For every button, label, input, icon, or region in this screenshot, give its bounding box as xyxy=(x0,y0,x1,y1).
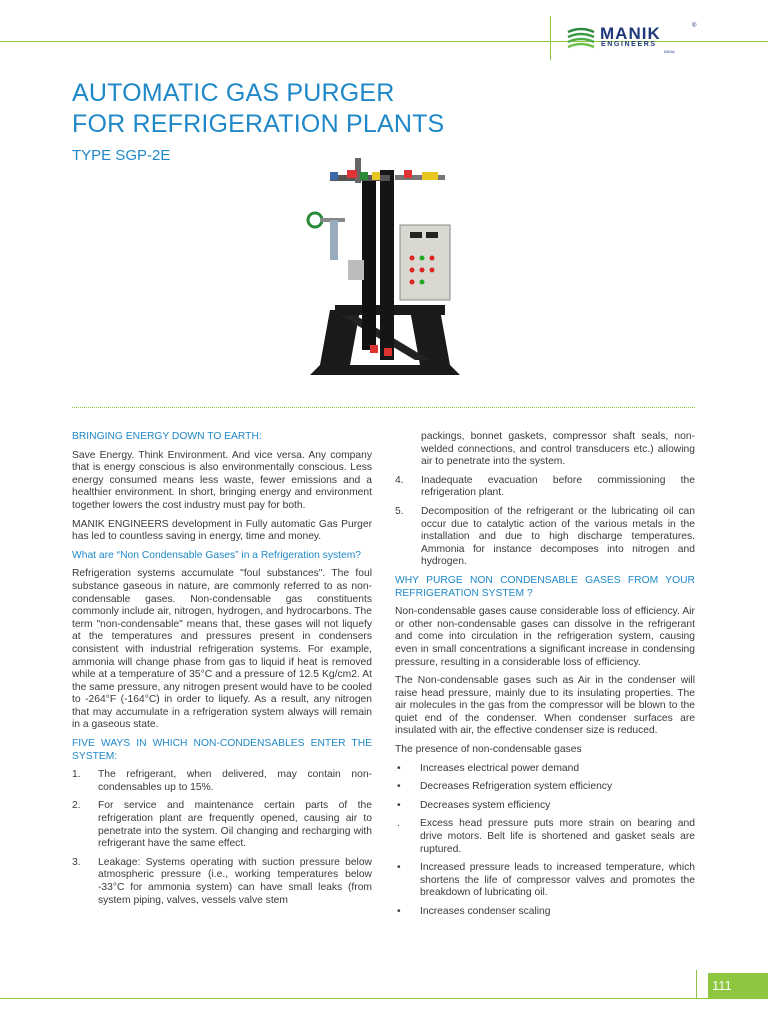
bullet-icon: • xyxy=(397,799,401,811)
bullet-item xyxy=(395,781,695,794)
section-divider xyxy=(72,407,695,408)
list-text: Leakage: Systems operating with suction pressure below atmospheric pressure (i.e., working temperatures below -33°C for ammonia system) can have small leaks (from system piping, valves, vessels valve stem xyxy=(98,856,372,906)
bullet-text: Excess head pressure puts more strain on bearing and drive motors. Belt life is shortened and gasket seals are ruptured. xyxy=(420,818,695,855)
company-name: MANIK ENGINEERS xyxy=(72,518,169,530)
header-divider xyxy=(550,16,551,60)
footer-divider xyxy=(696,970,697,998)
title-line-1: AUTOMATIC GAS PURGER xyxy=(72,79,395,107)
page-title xyxy=(72,78,444,140)
list-text: The refrigerant, when delivered, may contain non-condensables up to 15%. xyxy=(98,769,372,793)
bullet-item xyxy=(395,862,695,900)
list-text: Decomposition of the refrigerant or the lubricating oil can occur due to catalytic action of the various metals in the installation and due to high discharge temperatures. Ammonia for instance decomposes into nitrogen and hydrogen. xyxy=(421,505,695,568)
page-number: 111 xyxy=(708,973,768,999)
left-column xyxy=(72,431,372,913)
footer-rule xyxy=(0,998,768,999)
list-item xyxy=(72,800,372,850)
right-column xyxy=(395,431,695,925)
title-line-2: FOR REFRIGERATION PLANTS xyxy=(72,110,445,138)
paragraph-presence: The presence of non-condensable gases xyxy=(395,744,582,756)
heading-energy: BRINGING ENERGY DOWN TO EARTH: xyxy=(72,431,262,442)
bullet-item xyxy=(395,906,695,919)
company-logo xyxy=(566,23,706,54)
list-number: 3. xyxy=(72,856,81,868)
paragraph-manik-text: development in Fully automatic Gas Purger has led to countless saving in energy, time and money. xyxy=(72,518,373,543)
list-text: packings, bonnet gaskets, compressor shaft seals, non-welded connections, and control transducers etc.) allowing air to penetrate into the system. xyxy=(421,431,695,468)
list-item xyxy=(395,506,695,569)
paragraph-save-energy: Save Energy. Think Environment. And vice versa. Any company that is energy conscious is also environmentally conscious. Less energy consumed means less waste, fewer emissions and a healthier environment. In short, bringing energy and environment together lowers the cost industry must pay for both. xyxy=(72,449,372,511)
bullet-icon: • xyxy=(397,781,401,793)
paragraph-head-pressure: The Non-condensable gases such as Air in the condenser will raise head pressure, mainly due to its insulating properties. The air molecules in the gas from the compressor will be blown to the quiet end of the condenser. When condenser surfaces are insulated with air, the effective condenser size is reduced. xyxy=(395,675,695,737)
paragraph-foul-substances: Refrigeration systems accumulate "foul substances". The foul substance gaseous in nature, are commonly referred to as non-condensable gases. Non-condensable gas constituents commonly include air, nitrogen, hydrogen, and hydrocarbons. The term "non-condensable" means that, these gases will not liquefy at the temperatures and pressures present in condensers consistent with industrial refrigeration systems. For example, ammonia will change phase from gas to liquid if heat is removed while at a temperature of 35°C and a pressure of 12.5 Kg/cm2. At the same pressure, any nitrogen present would have to be cooled to -264°F (-164°C) in order to liquefy. As a result, any nitrogen that may accumulate in a refrigeration system always will remain in a gaseous state. xyxy=(72,568,372,731)
logo-country: INDIA xyxy=(664,49,675,54)
bullet-item xyxy=(395,800,695,813)
bullet-icon: . xyxy=(397,818,400,830)
bullet-text: Decreases system efficiency xyxy=(420,799,551,811)
list-item xyxy=(72,857,372,907)
list-number: 5. xyxy=(395,505,404,517)
bullet-text: Increases electrical power demand xyxy=(420,762,580,774)
list-number: 2. xyxy=(72,800,81,812)
bullet-item xyxy=(395,763,695,776)
paragraph-loss-of-efficiency: Non-condensable gases cause considerable loss of efficiency. Air or other non-condensable gases can dissolve in the refrigerant and come into circulation in the refrigeration system, causing even in small concentrations a significant increase in condensing pressure, resulting in a considerable loss of efficiency. xyxy=(395,606,695,668)
bullet-text: Decreases Refrigeration system efficiency xyxy=(420,781,613,793)
bullet-icon: • xyxy=(397,906,401,917)
list-text: Inadequate evacuation before commissioning the refrigeration plant. xyxy=(421,474,695,499)
list-number: 4. xyxy=(395,474,404,486)
heading-why-purge: WHY PURGE NON CONDENSABLE GASES FROM YOUR REFRIGERATION SYSTEM ? xyxy=(395,574,695,599)
heading-five-ways: FIVE WAYS IN WHICH NON-CONDENSABLES ENTER THE SYSTEM: xyxy=(72,738,372,762)
bullet-text: Increased pressure leads to increased temperature, which shortens the life of compressor valves and promotes the breakdown of lubricating oil. xyxy=(420,862,695,899)
logo-name: MANIK xyxy=(600,24,661,43)
bullet-text: Increases condenser scaling xyxy=(420,906,551,917)
page-subtitle: TYPE SGP-2E xyxy=(72,147,171,164)
bullet-icon: • xyxy=(397,862,401,874)
bullet-icon: • xyxy=(397,762,401,774)
list-item xyxy=(72,769,372,794)
bullet-item xyxy=(395,818,695,856)
logo-stripes-icon xyxy=(566,26,596,50)
list-item xyxy=(395,475,695,500)
logo-registered: ® xyxy=(692,23,697,29)
gas-purger-product-image xyxy=(300,150,470,390)
heading-what-are-ncg: What are “Non Condensable Gases” in a Refrigeration system? xyxy=(72,549,362,561)
list-item-continued xyxy=(395,431,695,469)
list-text: For service and maintenance certain parts of the refrigeration plant are frequently opened, causing air to penetrate into the system. Oil changing and recharging with refrigerant have the same effect. xyxy=(98,800,372,850)
list-number: 1. xyxy=(72,769,81,781)
logo-subname: ENGINEERS xyxy=(601,41,657,48)
paragraph-manik xyxy=(72,519,372,544)
